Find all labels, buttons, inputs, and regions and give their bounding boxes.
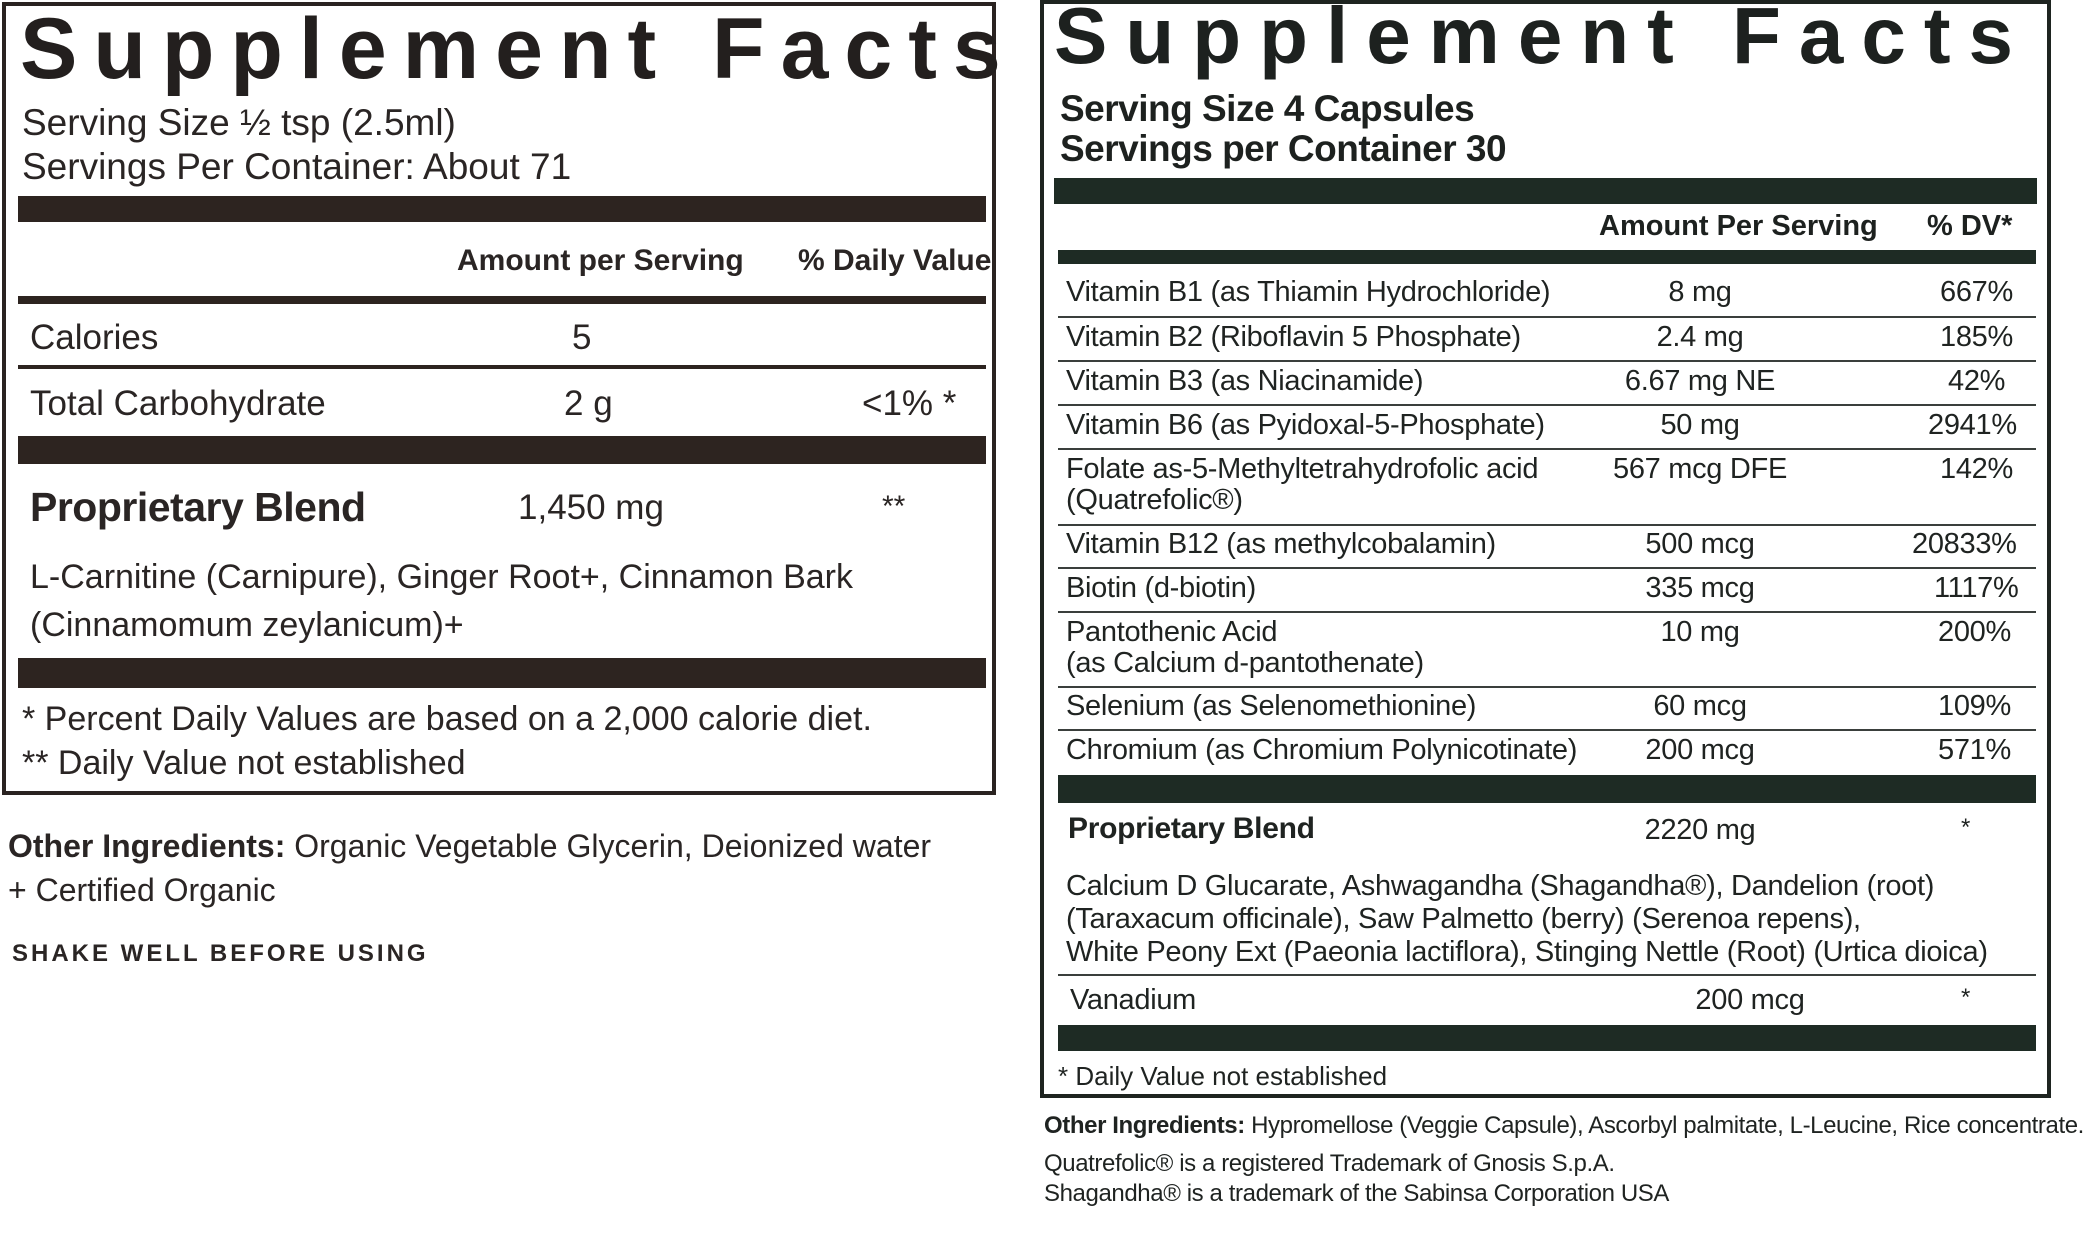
right-col-amount: Amount Per Serving	[1599, 210, 1878, 242]
left-other-ingredients-label: Other Ingredients:	[8, 828, 286, 864]
right-row-1-dv: 667%	[1940, 276, 2013, 308]
right-row-10-amount: 200 mcg	[1645, 734, 1755, 766]
right-col-dv: % DV*	[1927, 210, 2013, 242]
right-row-8-name-line2: (as Calcium d-pantothenate)	[1066, 647, 1424, 679]
right-row-5-dv: 142%	[1940, 453, 2013, 485]
right-row-divider	[1058, 524, 2036, 526]
right-row-3-name: Vitamin B3 (as Niacinamide)	[1066, 365, 1424, 397]
right-row-1-name: Vitamin B1 (as Thiamin Hydrochloride)	[1066, 276, 1551, 308]
right-row-2-dv: 185%	[1940, 321, 2013, 353]
left-other-ingredients-line2: + Certified Organic	[8, 872, 276, 908]
right-serving-size: Serving Size 4 Capsules	[1060, 88, 1475, 129]
right-header-divider	[1058, 250, 2036, 264]
left-col-amount: Amount per Serving	[457, 244, 744, 277]
left-blend-dv: **	[882, 490, 906, 523]
right-row-2-amount: 2.4 mg	[1656, 321, 1744, 353]
right-thick-divider-2	[1058, 775, 2036, 803]
right-row-1-amount: 8 mg	[1668, 276, 1732, 308]
right-row-5-name-line2: (Quatrefolic®)	[1066, 484, 1243, 516]
right-row-5-name: Folate as-5-Methyltetrahydrofolic acid	[1066, 453, 1539, 485]
left-thick-divider-3	[18, 658, 986, 688]
right-row-4-amount: 50 mg	[1660, 409, 1740, 441]
right-vanadium-amount: 200 mcg	[1695, 984, 1805, 1016]
right-thick-divider-3	[1058, 1025, 2036, 1051]
right-row-7-amount: 335 mcg	[1645, 572, 1755, 604]
right-supplement-facts-panel	[1040, 0, 2051, 1098]
right-row-7-dv: 1117%	[1934, 572, 2019, 604]
left-blend-ingredients-line2: (Cinnamomum zeylanicum)+	[30, 606, 464, 644]
right-row-divider	[1058, 686, 2036, 688]
right-row-divider	[1058, 404, 2036, 406]
left-row-carb-amount: 2 g	[564, 384, 613, 423]
right-blend-ingredients-line1: Calcium D Glucarate, Ashwagandha (Shagandha®), Dandelion (root)	[1066, 870, 1935, 902]
right-row-2-name: Vitamin B2 (Riboflavin 5 Phosphate)	[1066, 321, 1521, 353]
left-blend-name: Proprietary Blend	[30, 484, 366, 530]
left-row-calories-amount: 5	[572, 318, 592, 357]
left-other-ingredients-text: Organic Vegetable Glycerin, Deionized water	[285, 828, 932, 864]
right-thick-divider-1	[1054, 178, 2037, 204]
left-servings-per-container: Servings Per Container: About 71	[22, 146, 572, 187]
right-row-8-dv: 200%	[1938, 616, 2011, 648]
right-row-divider	[1058, 729, 2036, 731]
right-other-ingredients-label: Other Ingredients:	[1044, 1112, 1245, 1139]
right-row-10-name: Chromium (as Chromium Polynicotinate)	[1066, 734, 1578, 766]
left-footnote-1: * Percent Daily Values are based on a 2,000 calorie diet.	[22, 700, 872, 738]
right-row-10-dv: 571%	[1938, 734, 2011, 766]
right-other-ingredients-text: Hypromellose (Veggie Capsule), Ascorbyl palmitate, L-Leucine, Rice concentrate.	[1244, 1112, 2084, 1139]
left-other-ingredients	[8, 828, 931, 865]
right-footnote: * Daily Value not established	[1058, 1061, 1388, 1091]
right-blend-amount: 2220 mg	[1644, 814, 1756, 846]
left-serving-size: Serving Size ½ tsp (2.5ml)	[22, 102, 456, 143]
left-row-carb-name: Total Carbohydrate	[30, 384, 326, 423]
right-row-4-dv: 2941%	[1928, 409, 2017, 441]
left-row-divider	[18, 365, 986, 369]
right-vanadium-dv: *	[1961, 984, 1971, 1011]
right-trademark-1: Quatrefolic® is a registered Trademark of Gnosis S.p.A.	[1044, 1150, 1615, 1177]
left-thick-divider-1	[18, 196, 986, 222]
right-row-3-amount: 6.67 mg NE	[1624, 365, 1776, 397]
right-row-9-amount: 60 mcg	[1653, 690, 1747, 722]
right-blend-ingredients-line2: (Taraxacum officinale), Saw Palmetto (berry) (Serenoa repens),	[1066, 903, 1861, 935]
right-row-3-dv: 42%	[1948, 365, 2006, 397]
right-row-divider	[1058, 611, 2036, 613]
right-row-divider	[1058, 316, 2036, 318]
right-row-6-name: Vitamin B12 (as methylcobalamin)	[1066, 528, 1496, 560]
right-row-divider	[1058, 974, 2036, 976]
right-servings-per-container: Servings per Container 30	[1060, 128, 1507, 169]
left-blend-ingredients-line1: L-Carnitine (Carnipure), Ginger Root+, Cinnamon Bark	[30, 558, 853, 596]
right-title: Supplement Facts	[1054, 0, 2032, 80]
left-title: Supplement Facts	[20, 1, 1017, 97]
right-blend-dv: *	[1961, 814, 1971, 841]
right-row-4-name: Vitamin B6 (as Pyidoxal-5-Phosphate)	[1066, 409, 1545, 441]
right-blend-ingredients-line3: White Peony Ext (Paeonia lactiflora), Stinging Nettle (Root) (Urtica dioica)	[1066, 936, 1988, 968]
right-row-divider	[1058, 360, 2036, 362]
right-row-6-amount: 500 mcg	[1645, 528, 1755, 560]
right-row-6-dv: 20833%	[1912, 528, 2017, 560]
right-row-9-dv: 109%	[1938, 690, 2011, 722]
right-vanadium-name: Vanadium	[1070, 984, 1197, 1016]
right-row-9-name: Selenium (as Selenomethionine)	[1066, 690, 1477, 722]
right-other-ingredients	[1044, 1112, 2084, 1140]
left-row-calories-name: Calories	[30, 318, 159, 357]
right-row-7-name: Biotin (d-biotin)	[1066, 572, 1256, 604]
right-row-divider	[1058, 567, 2036, 569]
right-trademark-2: Shagandha® is a trademark of the Sabinsa Corporation USA	[1044, 1180, 1669, 1207]
left-blend-amount: 1,450 mg	[518, 488, 664, 527]
left-header-divider	[18, 296, 986, 304]
right-row-8-name: Pantothenic Acid	[1066, 616, 1278, 648]
left-thick-divider-2	[18, 436, 986, 464]
left-row-carb-dv: <1% *	[862, 384, 957, 423]
right-row-8-amount: 10 mg	[1660, 616, 1740, 648]
right-row-5-amount: 567 mcg DFE	[1613, 453, 1787, 485]
left-col-dv: % Daily Value	[798, 244, 992, 277]
left-supplement-facts-panel	[2, 1, 1017, 795]
left-shake-notice: SHAKE WELL BEFORE USING	[12, 940, 429, 967]
right-blend-name: Proprietary Blend	[1068, 812, 1315, 845]
left-footnote-2: ** Daily Value not established	[22, 744, 466, 782]
right-row-divider	[1058, 448, 2036, 450]
